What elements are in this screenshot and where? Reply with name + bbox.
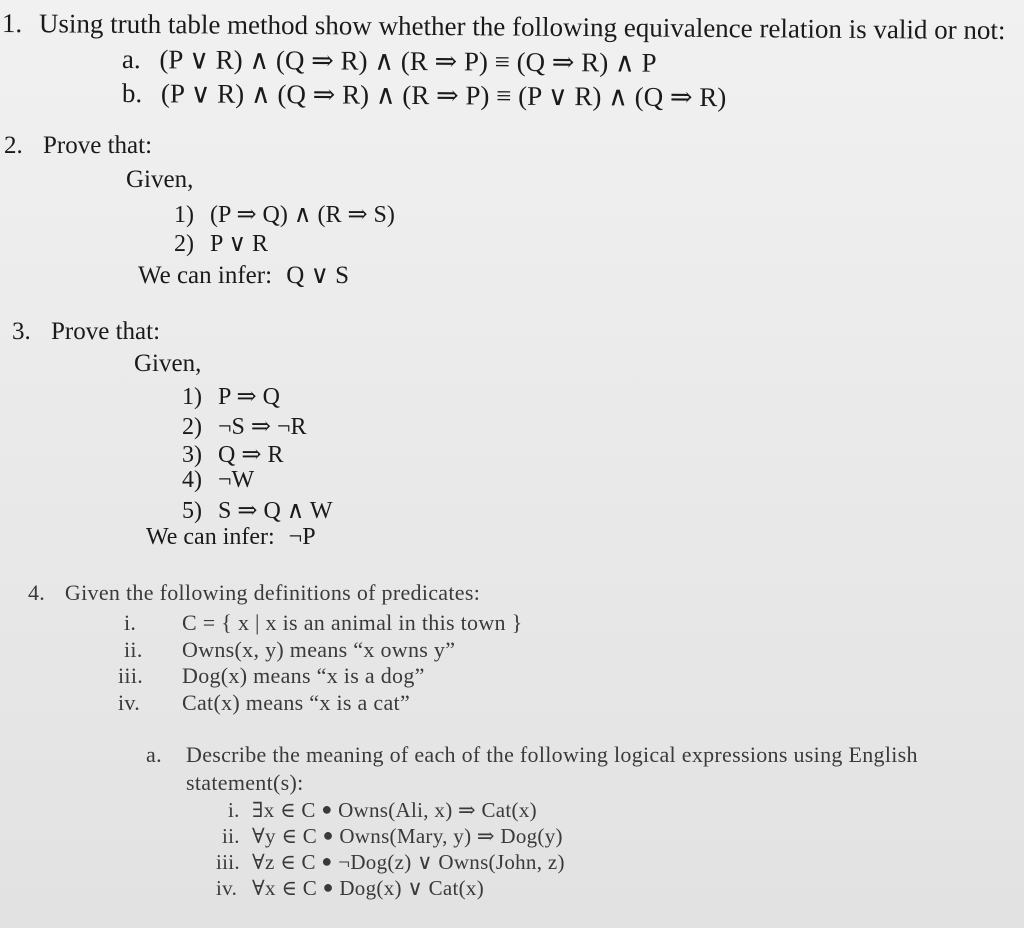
q3-premise-3-label: 3): [182, 442, 202, 468]
q4-expression-3: [216, 850, 565, 875]
q2-text: Prove that:: [43, 132, 153, 159]
q3-premise-4-label: 4): [182, 467, 202, 493]
q3-infer: [146, 524, 316, 551]
q3-heading: [12, 318, 160, 346]
q4-number: 4.: [28, 580, 46, 605]
q3-premise-5-expr: S ⇒ Q ∧ W: [218, 498, 333, 524]
q2-premise-2-label: 2): [174, 231, 194, 257]
q4-expression-1-label: i.: [228, 798, 240, 822]
q3-premise-1-expr: P ⇒ Q: [218, 384, 280, 410]
q2-premise-2-expr: P ∨ R: [210, 231, 269, 257]
q4-text: Given the following definitions of predicates:: [64, 580, 481, 605]
q3-text: Prove that:: [51, 318, 161, 345]
q3-infer-label: We can infer:: [146, 524, 275, 550]
q3-premise-5-label: 5): [182, 498, 202, 524]
q4-expression-2-label: ii.: [222, 824, 240, 848]
q4-expression-4: [216, 876, 484, 901]
q3-number: 3.: [12, 318, 31, 345]
q3-premise-1-label: 1): [182, 384, 202, 410]
q4-part-a-label: a.: [146, 742, 162, 767]
q4-definition-2-label: ii.: [124, 637, 143, 662]
q3-premise-2: [182, 412, 307, 441]
q4-expression-4-label: iv.: [216, 876, 238, 900]
q4-part-a-text-line1: Describe the meaning of each of the following logical expressions using English: [186, 742, 918, 767]
q2-number: 2.: [4, 132, 23, 159]
q3-premise-4-expr: ¬W: [218, 467, 255, 493]
q4-definition-1: [124, 610, 523, 636]
q4-definition-3-text: Dog(x) means “x is a dog”: [182, 663, 425, 688]
q4-expression-3-quantifier: ∀z ∈ C: [252, 850, 316, 874]
q4-definition-1-text: C = { x | x is an animal in this town }: [182, 610, 523, 635]
q3-premise-2-label: 2): [182, 414, 202, 440]
q1-text: Using truth table method show whether the following equivalence relation is valid or not:: [38, 8, 1006, 46]
q1-item-a-label: a.: [121, 44, 141, 75]
q2-infer-label: We can infer:: [138, 262, 273, 289]
q1-item-a-expr: (P ∨ R) ∧ (Q ⇒ R) ∧ (R ⇒ P) ≡ (Q ⇒ R) ∧ P: [159, 44, 657, 78]
q4-definition-1-label: i.: [124, 610, 137, 635]
q2-premise-1-label: 1): [174, 202, 194, 228]
q4-expression-2: [222, 824, 563, 849]
q2-premise-2: [174, 229, 268, 258]
q3-premise-5: [182, 496, 333, 525]
q2-given: Given,: [126, 166, 194, 193]
q3-premise-3: [182, 440, 283, 469]
q2-heading: [4, 132, 152, 160]
q2-infer-expr: Q ∨ S: [286, 262, 350, 289]
q3-premise-3-expr: Q ⇒ R: [218, 442, 284, 468]
q4-definition-3: [118, 663, 425, 689]
q1-item-a: [122, 44, 657, 79]
q3-given: Given,: [134, 350, 202, 377]
q3-infer-expr: ¬P: [288, 524, 316, 550]
q4-expression-2-body: Owns(Mary, y) ⇒ Dog(y): [339, 824, 563, 848]
bullet-dot-icon: ●: [322, 877, 334, 897]
q4-expression-1-body: Owns(Ali, x) ⇒ Cat(x): [338, 798, 537, 822]
q1-item-b-label: b.: [121, 78, 143, 109]
q1-heading: [2, 8, 1006, 46]
q4-definition-2-text: Owns(x, y) means “x owns y”: [182, 637, 456, 662]
q4-expression-2-quantifier: ∀y ∈ C: [252, 824, 318, 848]
q4-definition-2: [124, 637, 455, 663]
q2-premise-1: [174, 200, 395, 229]
q3-premise-2-expr: ¬S ⇒ ¬R: [218, 414, 307, 440]
q4-expression-1: [228, 798, 537, 823]
q4-expression-3-label: iii.: [216, 850, 240, 874]
q4-definition-3-label: iii.: [118, 663, 144, 688]
q4-definition-4-text: Cat(x) means “x is a cat”: [182, 690, 411, 715]
q4-expression-4-quantifier: ∀x ∈ C: [252, 876, 318, 900]
q4-part-a-text-line2: statement(s):: [186, 770, 304, 795]
q1-number: 1.: [1, 8, 23, 39]
q4-definition-4: [118, 690, 410, 716]
q4-part-a: [146, 742, 918, 768]
q4-expression-1-quantifier: ∃x ∈ C: [252, 798, 316, 822]
q4-expression-4-body: Dog(x) ∨ Cat(x): [339, 876, 485, 900]
q4-heading: [28, 580, 480, 606]
q1-item-b-expr: (P ∨ R) ∧ (Q ⇒ R) ∧ (R ⇒ P) ≡ (P ∨ R) ∧ (Q ⇒ R): [160, 78, 727, 113]
bullet-dot-icon: ●: [321, 799, 333, 819]
bullet-dot-icon: ●: [322, 825, 334, 845]
q4-expression-3-body: ¬Dog(z) ∨ Owns(John, z): [338, 850, 565, 874]
q3-premise-4: [182, 467, 254, 494]
q2-infer: [138, 260, 349, 290]
q1-item-b: [122, 78, 727, 113]
q3-premise-1: [182, 382, 280, 411]
q2-premise-1-expr: (P ⇒ Q) ∧ (R ⇒ S): [210, 202, 395, 228]
bullet-dot-icon: ●: [321, 851, 333, 871]
q4-definition-4-label: iv.: [118, 690, 141, 715]
